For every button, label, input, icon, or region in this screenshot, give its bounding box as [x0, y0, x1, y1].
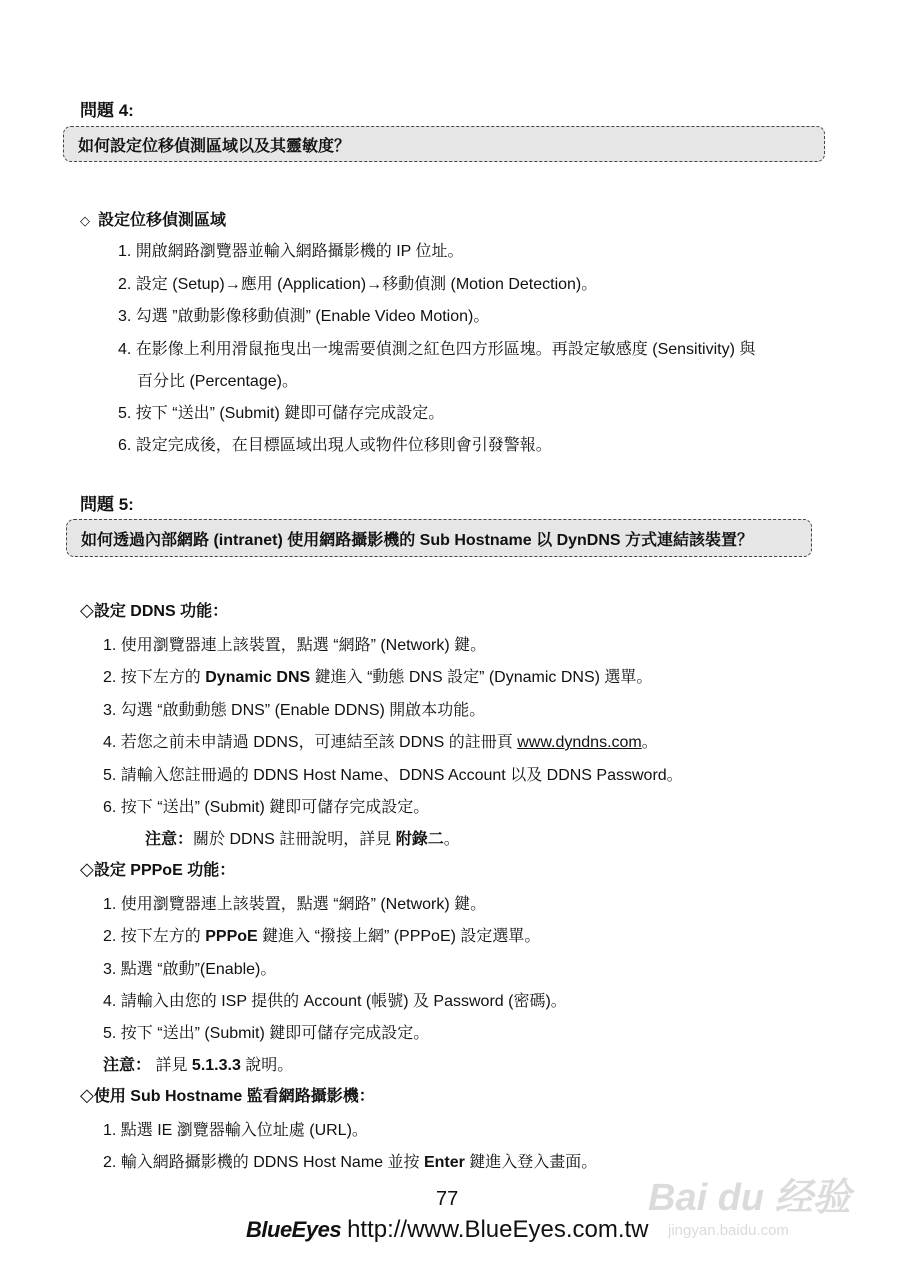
baidu-watermark-logo: Bai du 经验 — [648, 1177, 851, 1219]
diamond-icon: ◇ — [80, 859, 94, 879]
ddns-note: 注意：關於 DDNS 註冊說明，詳見 附錄二。 — [145, 831, 460, 848]
ddns-step-6: 6. 按下 “送出” (Submit) 鍵即可儲存完成設定。 — [103, 799, 430, 816]
baidu-watermark-domain: jingyan.baidu.com — [668, 1222, 789, 1239]
q5-question: 如何透過內部網路 (intranet) 使用網路攝影機的 Sub Hostname 以 DynDNS 方式連結該裝置？ — [81, 531, 754, 549]
blueeyes-logo: BlueEyes — [246, 1217, 342, 1242]
ddns-step-5: 5. 請輸入您註冊過的 DDNS Host Name、DDNS Account 以及 DDNS Password。 — [103, 767, 683, 784]
footer-url[interactable]: http://www.BlueEyes.com.tw — [347, 1216, 649, 1243]
q5-question-box — [66, 519, 812, 557]
q4-step-1: 1. 開啟網路瀏覽器並輸入網路攝影機的 IP 位址。 — [118, 243, 464, 260]
q4-section-title: ◇ 設定位移偵測區域 — [80, 212, 227, 229]
q4-step-2: 2. 設定 (Setup)→應用 (Application)→移動偵測 (Motion Detection)。 — [118, 276, 598, 293]
pppoe-step-2: 2. 按下左方的 PPPoE 鍵進入 “撥接上網” (PPPoE) 設定選單。 — [103, 928, 541, 945]
footer-brand — [246, 1216, 649, 1244]
dyndns-link[interactable]: www.dyndns.com — [517, 734, 642, 751]
diamond-icon: ◇ — [80, 213, 90, 228]
pppoe-step-1: 1. 使用瀏覽器連上該裝置，點選 “網路” (Network) 鍵。 — [103, 896, 487, 913]
diamond-icon: ◇ — [80, 1085, 94, 1105]
q4-step-5: 5. 按下 “送出” (Submit) 鍵即可儲存完成設定。 — [118, 405, 445, 422]
q4-step-4-cont: 百分比 (Percentage)。 — [137, 373, 298, 390]
sub-hostname-section-title: ◇使用 Sub Hostname 監看網路攝影機： — [80, 1085, 375, 1105]
pppoe-step-5: 5. 按下 “送出” (Submit) 鍵即可儲存完成設定。 — [103, 1025, 430, 1042]
sub-step-2: 2. 輸入網路攝影機的 DDNS Host Name 並按 Enter 鍵進入登入畫面。 — [103, 1154, 598, 1171]
ddns-section-title: ◇設定 DDNS 功能： — [80, 600, 229, 620]
q4-step-6: 6. 設定完成後，在目標區域出現人或物件位移則會引發警報。 — [118, 437, 552, 454]
ddns-step-3: 3. 勾選 “啟動動態 DNS” (Enable DDNS) 開啟本功能。 — [103, 702, 486, 719]
page-number: 77 — [436, 1188, 459, 1210]
diamond-icon: ◇ — [80, 600, 94, 620]
q4-heading: 問題 4: — [80, 101, 134, 120]
q5-heading: 問題 5: — [80, 495, 134, 514]
pppoe-section-title: ◇設定 PPPoE 功能： — [80, 859, 236, 879]
pppoe-step-3: 3. 點選 “啟動”(Enable)。 — [103, 961, 277, 978]
q4-question-box — [63, 126, 825, 162]
pppoe-note: 注意： 詳見 5.1.3.3 說明。 — [103, 1057, 294, 1074]
ddns-step-4: 4. 若您之前未申請過 DDNS，可連結至該 DDNS 的註冊頁 www.dyndns.com。 — [103, 734, 658, 751]
q4-question: 如何設定位移偵測區域以及其靈敏度？ — [78, 137, 351, 155]
pppoe-step-4: 4. 請輸入由您的 ISP 提供的 Account (帳號) 及 Password (密碼)。 — [103, 993, 567, 1010]
q4-step-4: 4. 在影像上利用滑鼠拖曳出一塊需要偵測之紅色四方形區塊。再設定敏感度 (Sensitivity) 與 — [118, 341, 756, 358]
ddns-step-2: 2. 按下左方的 Dynamic DNS 鍵進入 “動態 DNS 設定” (Dynamic DNS) 選單。 — [103, 669, 653, 686]
sub-step-1: 1. 點選 IE 瀏覽器輸入位址處 (URL)。 — [103, 1122, 368, 1139]
q4-step-3: 3. 勾選 ”啟動影像移動偵測” (Enable Video Motion)。 — [118, 308, 490, 325]
ddns-step-1: 1. 使用瀏覽器連上該裝置，點選 “網路” (Network) 鍵。 — [103, 637, 487, 654]
